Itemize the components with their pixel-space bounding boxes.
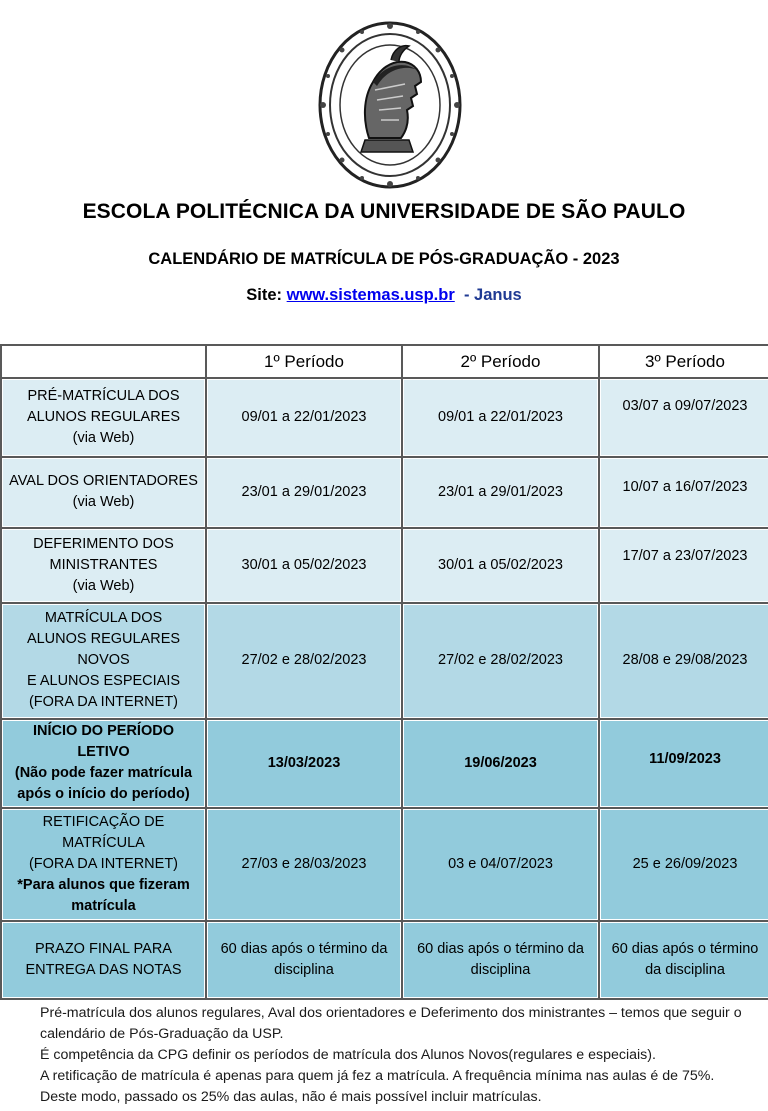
- cell-p1: 23/01 a 29/01/2023: [207, 458, 401, 527]
- cell-p1: 27/03 e 28/03/2023: [207, 809, 401, 920]
- row-label-inicio-periodo: INÍCIO DO PERÍODO LETIVO (Não pode fazer matrícula após o início do período): [2, 720, 205, 807]
- row-label-prazo-notas: PRAZO FINAL PARA ENTREGA DAS NOTAS: [2, 922, 205, 998]
- site-suffix: - Janus: [463, 286, 522, 304]
- row-label-deferimento: DEFERIMENTO DOS MINISTRANTES (via Web): [2, 529, 205, 602]
- cell-p3: 17/07 a 23/07/2023: [600, 529, 768, 602]
- cell-p3: 11/09/2023: [600, 720, 768, 807]
- cell-p2: 19/06/2023: [403, 720, 598, 807]
- poli-usp-seal: [317, 20, 463, 190]
- cell-p1: 09/01 a 22/01/2023: [207, 379, 401, 455]
- cell-p3: 28/08 e 29/08/2023: [600, 604, 768, 718]
- cell-p3: 10/07 a 16/07/2023: [600, 458, 768, 527]
- enrollment-calendar-table: [0, 344, 768, 1000]
- seal-icon: [317, 20, 463, 190]
- table-row: [2, 379, 768, 455]
- cell-p1: 27/02 e 28/02/2023: [207, 604, 401, 718]
- cell-p2: 27/02 e 28/02/2023: [403, 604, 598, 718]
- header-periodo-1: 1º Período: [207, 346, 401, 377]
- table-row: [2, 604, 768, 718]
- header-corner: [2, 346, 205, 377]
- site-line: [0, 286, 768, 305]
- row-label-matricula-novos: MATRÍCULA DOS ALUNOS REGULARES NOVOS E ALUNOS ESPECIAIS (FORA DA INTERNET): [2, 604, 205, 718]
- row-label-retificacao: RETIFICAÇÃO DE MATRÍCULA (FORA DA INTERNET) *Para alunos que fizeram matrícula: [2, 809, 205, 920]
- row-label-pre-matricula: PRÉ-MATRÍCULA DOS ALUNOS REGULARES (via Web): [2, 379, 205, 455]
- table-row: [2, 458, 768, 527]
- cell-p2: 09/01 a 22/01/2023: [403, 379, 598, 455]
- cell-p1: 30/01 a 05/02/2023: [207, 529, 401, 602]
- table-header-row: [2, 346, 768, 377]
- cell-p1: 13/03/2023: [207, 720, 401, 807]
- cell-p3: 60 dias após o término da disciplina: [600, 922, 768, 998]
- cell-p2: 60 dias após o término da disciplina: [403, 922, 598, 998]
- cell-p2: 23/01 a 29/01/2023: [403, 458, 598, 527]
- site-label: Site:: [246, 286, 283, 304]
- note-paragraph: A retificação de matrícula é apenas para quem já fez a matrícula. A frequência mínima nas aulas é de 75%. Deste modo, passado os 25% das aulas, não é mais possível incluir matrículas.: [40, 1068, 715, 1105]
- header-periodo-2: 2º Período: [403, 346, 598, 377]
- table-row: [2, 529, 768, 602]
- note-paragraph: Pré-matrícula dos alunos regulares, Aval dos orientadores e Deferimento dos ministrantes – temos que seguir o calendário de Pós-Graduação da USP.: [40, 1005, 742, 1042]
- site-link[interactable]: www.sistemas.usp.br: [286, 286, 455, 304]
- institution-title: ESCOLA POLITÉCNICA DA UNIVERSIDADE DE SÃO PAULO: [82, 200, 686, 223]
- cell-p3: 25 e 26/09/2023: [600, 809, 768, 920]
- table-row: [2, 922, 768, 998]
- header-periodo-3: 3º Período: [600, 346, 768, 377]
- note-paragraph: É competência da CPG definir os períodos de matrícula dos Alunos Novos(regulares e especiais).: [40, 1047, 656, 1063]
- cell-p1: 60 dias após o término da disciplina: [207, 922, 401, 998]
- table-row: [2, 809, 768, 920]
- cell-p2: 03 e 04/07/2023: [403, 809, 598, 920]
- calendar-title: CALENDÁRIO DE MATRÍCULA DE PÓS-GRADUAÇÃO - 2023: [148, 250, 620, 268]
- notes-section: [40, 1003, 750, 1108]
- cell-p2: 30/01 a 05/02/2023: [403, 529, 598, 602]
- table-row: [2, 720, 768, 807]
- cell-p3: 03/07 a 09/07/2023: [600, 379, 768, 455]
- row-label-aval-orientadores: AVAL DOS ORIENTADORES (via Web): [2, 458, 205, 527]
